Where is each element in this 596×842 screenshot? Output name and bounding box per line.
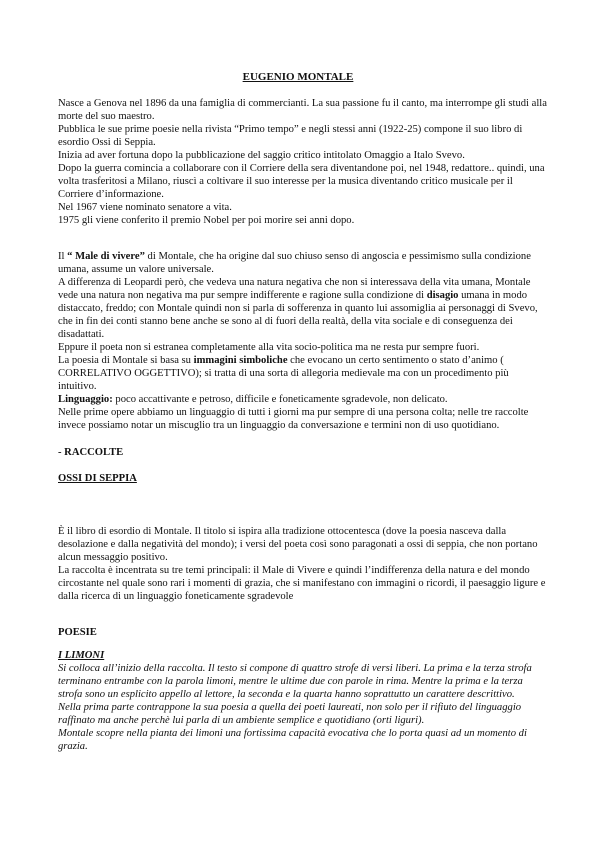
bold-term: “ Male di vivere”	[67, 251, 145, 262]
bio-paragraph: Nasce a Genova nel 1896 da una famiglia di commercianti. La sua passione fu il canto, ma interrompe gli studi alla morte del suo maestro.	[58, 98, 547, 122]
bio-paragraph: Pubblica le sue prime poesie nella rivista “Primo tempo” e negli stessi anni (1922-25) compone il suo libro di esordio Ossi di Seppia.	[58, 124, 523, 148]
text-run: La poesia di Montale si basa su	[58, 355, 194, 366]
text-run: Il	[58, 251, 68, 262]
bold-term: immagini simboliche	[193, 355, 288, 366]
ossi-paragraph: È il libro di esordio di Montale. Il titolo si ispira alla tradizione ottocentesca (dove la poesia nasceva dalla desolazione e dalla negatività del mondo); i versi del poeta così sono paragonati a ossi di seppia, che non portano alcun messaggio positivo.	[58, 526, 538, 563]
poesie-heading: POESIE	[58, 627, 97, 638]
bio-paragraph: Inizia ad aver fortuna dopo la pubblicazione del saggio critico intitolato Omaggio a Italo Svevo.	[58, 150, 465, 161]
male-paragraph: Nelle prime opere abbiamo un linguaggio di tutti i giorni ma pur sempre di una persona colta; nelle tre raccolte invece possiamo notar un miscuglio tra un linguaggio da conversazione e termini non di uso quotidiano.	[58, 407, 529, 431]
text-run: che evocano un certo sentimento o stato d’animo ( CORRELATIVO OGGETTIVO); si tratta di una sorta di allegoria medievale ma con un procedimento più intuitivo.	[58, 355, 509, 392]
male-paragraph	[58, 276, 548, 341]
limoni-heading: I LIMONI	[58, 650, 105, 661]
text-run: umana in modo distaccato, freddo; con Montale quindi non si parla di sofferenza in quanto lui assomiglia ai personaggi di Svevo, che in fin dei conti stanno bene anche se sono al di fuori della realtà, della vita sociale e di conseguenza dei disadattati.	[58, 290, 538, 340]
bold-term: Linguaggio:	[58, 394, 113, 405]
bio-paragraph: Nel 1967 viene nominato senatore a vita.	[58, 202, 232, 213]
ossi-heading: OSSI DI SEPPIA	[58, 473, 137, 484]
text-run: poco accattivante e petroso, difficile e foneticamente sgradevole, non delicato.	[112, 394, 448, 405]
male-paragraph	[58, 354, 548, 393]
limoni-section	[58, 649, 548, 753]
raccolte-heading: - RACCOLTE	[58, 447, 124, 458]
male-paragraph	[58, 250, 548, 276]
ossi-paragraph: La raccolta è incentrata su tre temi principali: il Male di Vivere e quindi l’indifferenza della natura e del mondo circostante nel quale sono rari i momenti di grazia, che si manifestano con immagini o ricordi, il paesaggio ligure e dalla ricerca di un linguaggio foneticamente sgradevole	[58, 565, 546, 602]
text-run: di Montale, che ha origine dal suo chiuso senso di angoscia e pessimismo sulla condizione umana, assume un valore universale.	[58, 251, 531, 275]
page-title: EUGENIO MONTALE	[242, 71, 354, 83]
male-di-vivere-section	[58, 250, 548, 432]
male-paragraph: Eppure il poeta non si estranea completamente alla vita socio-politica ma ne resta pur sempre fuori.	[58, 342, 480, 353]
male-paragraph	[58, 393, 548, 406]
limoni-paragraph: Nella prima parte contrappone la sua poesia a quella dei poeti laureati, non solo per il rifiuto del linguaggio raffinato ma anche perchè lui parla di un ambiente semplice e quotidiano (orti liguri).	[58, 702, 522, 726]
limoni-paragraph: Montale scopre nella pianta dei limoni una fortissima capacità evocativa che lo porta quasi ad un momento di grazia.	[58, 728, 527, 752]
bold-term: disagio	[426, 290, 459, 301]
text-run: A differenza di Leopardi però, che vedeva una natura negativa che non si interessava della vita umana, Montale vede una natura non negativa ma pur sempre indifferente e ragione sulla condizione di	[58, 277, 531, 301]
limoni-paragraph: Si colloca all’inizio della raccolta. Il testo si compone di quattro strofe di versi liberi. La prima e la terza strofa terminano entrambe con la parola limoni, mentre le ultime due con parole in rima. Mentre la prima e la terza strofa sono un esplicito appello al lettore, la seconda e la quarta hanno soprattutto un carattere descrittivo.	[58, 663, 532, 700]
bio-paragraph: 1975 gli viene conferito il premio Nobel per poi morire sei anni dopo.	[58, 215, 355, 226]
biography-section	[58, 97, 548, 227]
ossi-section	[58, 525, 548, 603]
bio-paragraph: Dopo la guerra comincia a collaborare con il Corriere della sera diventandone poi, nel 1948, redattore.. quindi, una volta trasferitosi a Milano, riuscì a coltivare il suo interesse per la musica diventando critico musicale per il Corriere d’informazione.	[58, 163, 545, 200]
